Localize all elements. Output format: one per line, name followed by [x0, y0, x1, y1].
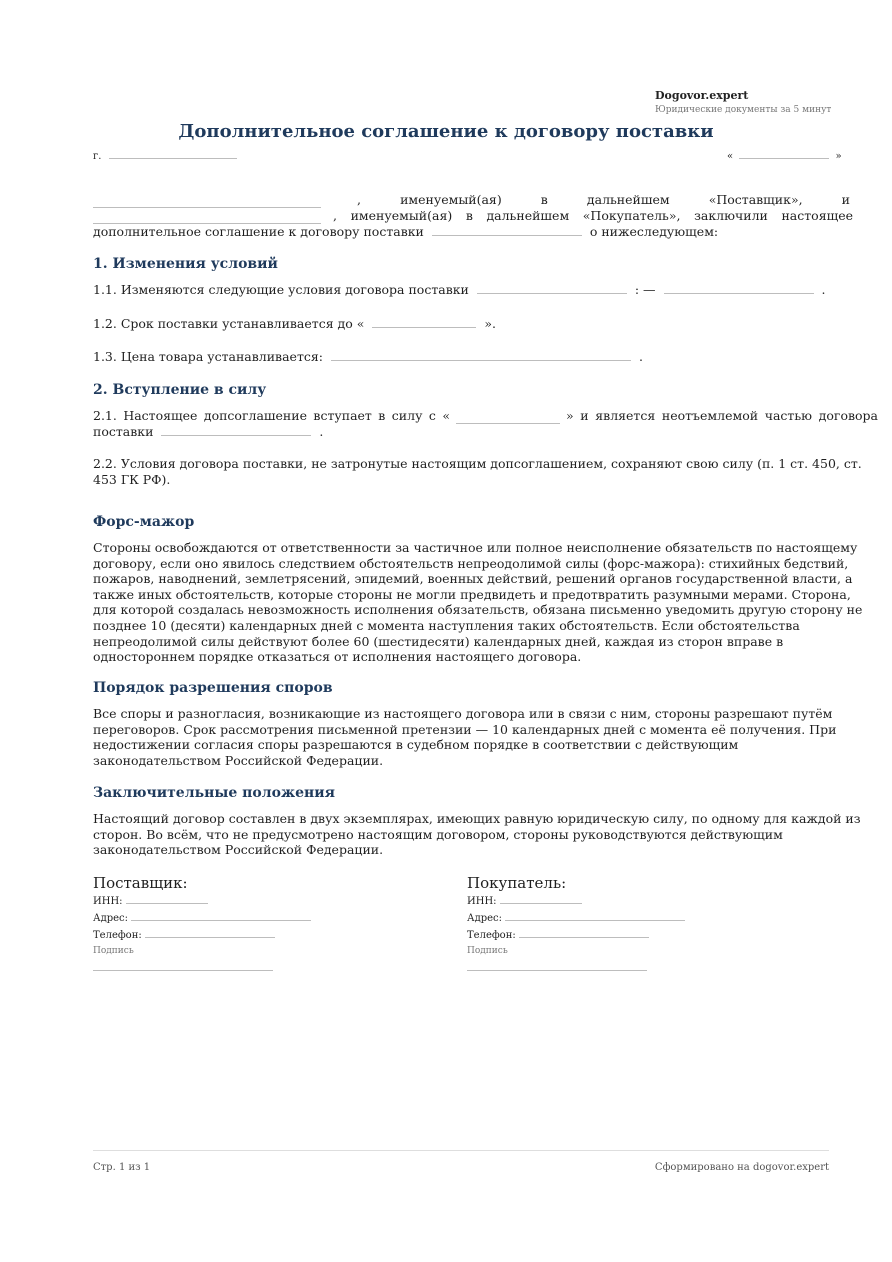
supplier-inn-row: [93, 896, 393, 907]
clause-1-3: [93, 349, 643, 365]
supplier-phone-blank[interactable]: [145, 936, 275, 938]
parties-line-3-text: дополнительное соглашение к договору поставки: [93, 224, 424, 239]
final-text: Настоящий договор составлен в двух экземплярах, имеющих равную юридическую силу, по одному для каждой из сторон. Во всём, что не предусмотрено настоящим договором, стороны руководствуются действующим законодательством Российской Федерации.: [93, 811, 861, 858]
supplier-address-label: Адрес:: [93, 913, 129, 924]
clause-2-1-text-a: 2.1. Настоящее допсоглашение вступает в силу с «: [93, 408, 450, 423]
clause-1-2-text: 1.2. Срок поставки устанавливается до «: [93, 316, 365, 331]
buyer-inn-row: [467, 896, 767, 907]
date-field: [727, 151, 842, 162]
clause-1-1: [93, 282, 826, 298]
supplier-signature-block: [93, 874, 393, 975]
buyer-phone-label: Телефон:: [467, 930, 516, 941]
city-prefix: г.: [93, 151, 102, 162]
supplier-inn-blank[interactable]: [126, 902, 208, 904]
buyer-phone-row: [467, 930, 767, 941]
clause-2-1: [93, 408, 878, 439]
supplier-phone-label: Телефон:: [93, 930, 142, 941]
supplier-sign-label: Подпись: [93, 946, 134, 956]
buyer-title: Покупатель:: [467, 874, 567, 892]
clause-2-1-end: .: [319, 423, 324, 439]
clause-1-2-end: ».: [484, 316, 496, 331]
buyer-address-label: Адрес:: [467, 913, 503, 924]
buyer-inn-blank[interactable]: [500, 902, 582, 904]
force-majeure-text: Стороны освобождаются от ответственности за частичное или полное неисполнение обязательств по настоящему договору, если оно явилось следствием обстоятельств непреодолимой силы (форс-мажора): стихийных бедствий, пожаров, наводнений, землетрясений, эпидемий, военных действий, решений органов государственной власти, а также иных обстоятельств, которые стороны не могли предвидеть и предотвратить разумными мерами. Сторона, для которой создалась невозможность исполнения обязательств, обязана письменно уведомить другую сторону не позднее 10 (десяти) календарных дней с момента наступления таких обстоятельств. Если обстоятельства непреодолимой силы действуют более 60 (шестидесяти) календарных дней, каждая из сторон вправе в одностороннем порядке отказаться от исполнения настоящего договора.: [93, 540, 863, 665]
parties-line-2: [93, 208, 853, 224]
city-field: [93, 151, 237, 162]
effective-date-blank[interactable]: [456, 422, 560, 424]
buyer-sign-blank[interactable]: [467, 969, 647, 971]
parties-line-1-text: , именуемый(ая) в дальнейшем «Поставщик», и: [357, 192, 850, 207]
buyer-sign-label: Подпись: [467, 946, 508, 956]
date-blank[interactable]: [739, 157, 829, 159]
supplier-phone-row: [93, 930, 393, 941]
brand-name: Dogovor.expert: [655, 89, 749, 102]
parties-line-3-end: о нижеследующем:: [589, 224, 719, 239]
buyer-inn-label: ИНН:: [467, 896, 497, 907]
clause-1-3-text: 1.3. Цена товара устанавливается:: [93, 349, 323, 364]
clause-1-1-end: .: [821, 282, 826, 297]
supplier-inn-label: ИНН:: [93, 896, 123, 907]
footer-page-number: Стр. 1 из 1: [93, 1162, 151, 1173]
changed-condition-blank[interactable]: [477, 292, 627, 294]
footer-generated: Сформировано на dogovor.expert: [654, 1162, 829, 1173]
buyer-address-row: [467, 913, 767, 924]
buyer-address-blank[interactable]: [505, 919, 685, 921]
disputes-heading: Порядок разрешения споров: [93, 680, 333, 696]
clause-1-1-text: 1.1. Изменяются следующие условия договора поставки: [93, 282, 469, 297]
document-title: Дополнительное соглашение к договору поставки: [178, 121, 714, 142]
disputes-text: Все споры и разногласия, возникающие из настоящего договора или в связи с ним, стороны разрешают путём переговоров. Срок рассмотрения письменной претензии — 10 календарных дней с момента её получения. При недостижении согласия споры разрешаются в судебном порядке в соответствии с действующим законодательством Российской Федерации.: [93, 706, 837, 768]
buyer-phone-blank[interactable]: [519, 936, 649, 938]
date-close-quote: »: [835, 151, 842, 162]
force-majeure-heading: Форс-мажор: [93, 514, 195, 530]
supplier-sign-blank[interactable]: [93, 969, 273, 971]
supplier-address-row: [93, 913, 393, 924]
section-1-heading: 1. Изменения условий: [93, 256, 278, 272]
delivery-date-blank[interactable]: [372, 326, 476, 328]
parties-line-1: [93, 192, 850, 208]
supplier-title: Поставщик:: [93, 874, 188, 892]
parties-line-3: [93, 224, 718, 240]
clause-2-2: 2.2. Условия договора поставки, не затронутые настоящим допсоглашением, сохраняют свою силу (п. 1 ст. 450, ст. 453 ГК РФ).: [93, 456, 862, 487]
supplier-address-blank[interactable]: [131, 919, 311, 921]
section-2-heading: 2. Вступление в силу: [93, 382, 267, 398]
final-heading: Заключительные положения: [93, 785, 335, 801]
parties-line-2-text: , именуемый(ая) в дальнейшем «Покупатель», заключили настоящее: [333, 208, 853, 223]
clause-1-3-end: .: [638, 349, 643, 364]
city-blank[interactable]: [109, 157, 237, 159]
clause-2-1-text-b: » и является неотъемлемой частью договора: [566, 408, 878, 423]
clause-2-1-text-c: поставки: [93, 423, 154, 439]
buyer-signature-block: [467, 874, 767, 975]
date-open-quote: «: [727, 151, 734, 162]
clause-1-2: [93, 316, 496, 332]
brand-tagline: Юридические документы за 5 минут: [655, 105, 832, 115]
clause-1-1-sep: : —: [634, 282, 656, 297]
price-blank[interactable]: [331, 359, 631, 361]
contract-ref-blank[interactable]: [161, 434, 311, 436]
contract-number-blank[interactable]: [432, 234, 582, 236]
footer-divider: [93, 1150, 829, 1151]
new-condition-blank[interactable]: [664, 292, 814, 294]
